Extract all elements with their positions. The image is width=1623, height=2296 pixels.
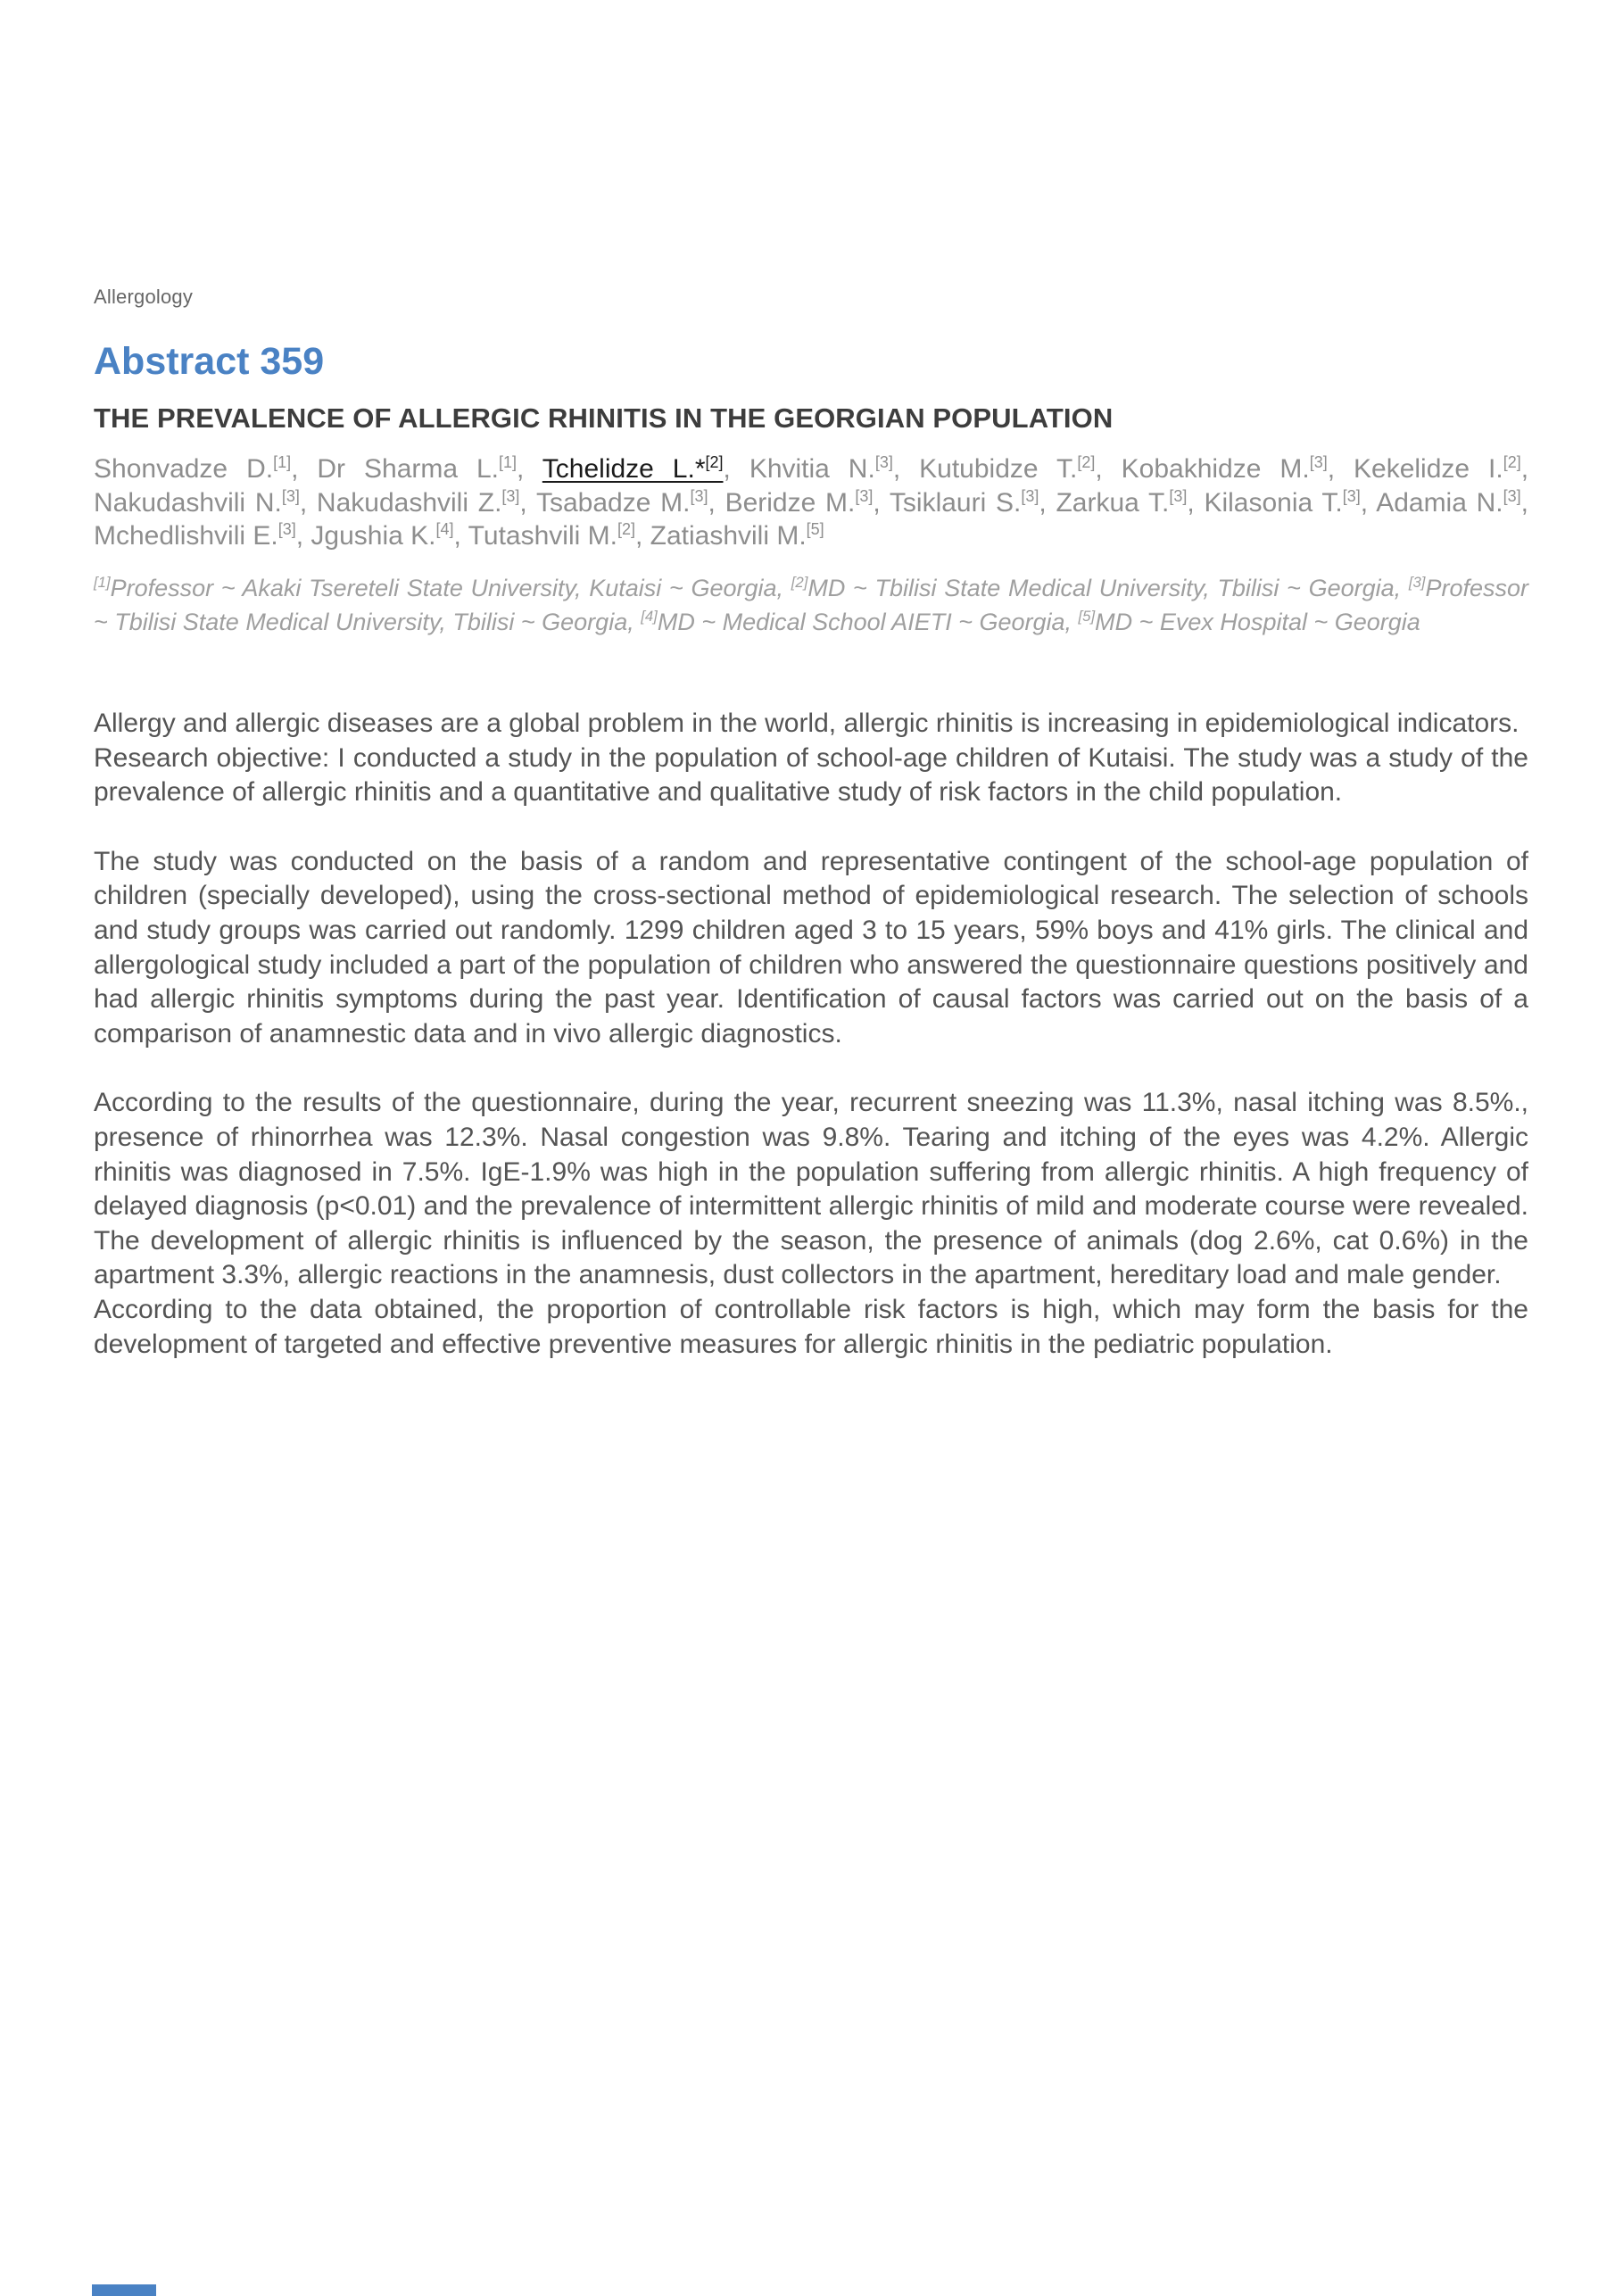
author-superscript: [3] (1169, 486, 1188, 505)
author-superscript: [2] (617, 520, 635, 538)
abstract-body (94, 707, 1528, 1362)
author-name: Dr Sharma L.[1] (317, 453, 518, 484)
author-superscript: [3] (1309, 453, 1328, 471)
author-superscript: [3] (874, 453, 893, 471)
author-name: Adamia N.[3] (1376, 486, 1521, 518)
author-name: Zarkua T.[3] (1056, 486, 1188, 518)
paragraph: The study was conducted on the basis of a random and representative contingent of the school-age population of children (specially developed), using the cross-sectional method of epidemiological research. The selection of schools and study groups was carried out randomly. 1299 children aged 3 to 15 years, 59% boys and 41% girls. The clinical and allergological study included a part of the population of children who answered the questionnaire questions positively and had allergic rhinitis symptoms during the past year. Identification of causal factors was carried out on the basis of a comparison of anamnestic data and in vivo allergic diagnostics. (94, 846, 1528, 1049)
author-superscript: [3] (277, 520, 296, 538)
author-name: Kutubidze T.[2] (919, 453, 1096, 484)
affiliation-superscript: [2] (791, 574, 808, 591)
paragraph-group (94, 845, 1528, 1052)
author-name: Kobakhidze M.[3] (1121, 453, 1328, 484)
author-list: Shonvadze D.[1], Dr Sharma L.[1], Tchelidze L.*[2], Khvitia N.[3], Kutubidze T.[2], Kobakhidze M.[3], Kekelidze I.[2], Nakudashvili N.[3], Nakudashvili Z.[3], Tsabadze M.[3], Beridze M.[3], Tsiklauri S.[3], Zarkua T.[3], Kilasonia T.[3], Adamia N.[3], Mchedlishvili E.[3], Jgushia K.[4], Tutashvili M.[2], Zatiashvili M.[5] (94, 453, 1529, 551)
author-name: Zatiashvili M.[5] (650, 520, 824, 551)
author-superscript: [1] (273, 453, 292, 471)
author-name: Kekelidze I.[2] (1354, 453, 1521, 484)
author-name: Jgushia K.[4] (311, 520, 454, 551)
author-name: Tsiklauri S.[3] (889, 486, 1039, 518)
author-name: Nakudashvili Z.[3] (316, 486, 520, 518)
affiliation-superscript: [5] (1078, 607, 1096, 625)
author-superscript: [3] (1021, 486, 1039, 505)
author-superscript: [2] (1503, 453, 1521, 471)
author-superscript: [4] (435, 520, 454, 538)
author-superscript: [3] (690, 486, 708, 505)
author-name: Beridze M.[3] (725, 486, 874, 518)
affiliation-text: MD ~ Tbilisi State Medical University, Tbilisi ~ Georgia, (807, 575, 1409, 601)
affiliation-superscript: [1] (94, 574, 111, 591)
author-superscript: [5] (806, 520, 824, 538)
affiliation-superscript: [4] (641, 607, 658, 625)
author-superscript: [3] (1342, 486, 1361, 505)
affiliation-text: Professor ~ Akaki Tsereteli State University, Kutaisi ~ Georgia, (110, 575, 791, 601)
category-label: Allergology (94, 286, 194, 308)
paragraph: According to the data obtained, the proportion of controllable risk factors is high, which may form the basis for the development of targeted and effective preventive measures for allergic rhinitis in the pediatric population. (94, 1294, 1528, 1359)
paragraph: According to the results of the questionnaire, during the year, recurrent sneezing was 11.3%, nasal itching was 8.5%., presence of rhinorrhea was 12.3%. Nasal congestion was 9.8%. Tearing and itching of the eyes was 4.2%. Allergic rhinitis was diagnosed in 7.5%. IgE-1.9% was high in the population suffering from allergic rhinitis. A high frequency of delayed diagnosis (p<0.01) and the prevalence of intermittent allergic rhinitis of mild and moderate course were revealed. The development of allergic rhinitis is influenced by the season, the presence of animals (dog 2.6%, cat 0.6%) in the apartment 3.3%, allergic reactions in the anamnesis, dust collectors in the apartment, hereditary load and male gender. (94, 1088, 1528, 1290)
author-name: Kilasonia T.[3] (1204, 486, 1361, 518)
author-superscript: [2] (1077, 453, 1096, 471)
author-superscript: [3] (281, 486, 300, 505)
author-name: Nakudashvili N.[3] (94, 486, 300, 518)
affiliation-list (94, 572, 1528, 639)
author-name: Mchedlishvili E.[3] (94, 520, 296, 551)
paragraph-group (94, 1086, 1528, 1362)
affiliation-text: MD ~ Evex Hospital ~ Georgia (1095, 608, 1420, 635)
author-superscript: [2] (705, 453, 724, 471)
abstract-title: THE PREVALENCE OF ALLERGIC RHINITIS IN THE GEORGIAN POPULATION (94, 402, 1114, 434)
footer-accent-bar (92, 2284, 156, 2296)
paragraph-group (94, 707, 1528, 810)
author-superscript: [3] (501, 486, 520, 505)
affiliation-text: MD ~ Medical School AIETI ~ Georgia, (657, 608, 1079, 635)
author-name: Tutashvili M.[2] (468, 520, 635, 551)
author-name: Khvitia N.[3] (749, 453, 893, 484)
paragraph: Research objective: I conducted a study in the population of school-age children of Kutaisi. The study was a study of the prevalence of allergic rhinitis and a quantitative and qualitative study of risk factors in the child population. (94, 742, 1528, 808)
author-superscript: [3] (855, 486, 874, 505)
affiliation-superscript: [3] (1408, 574, 1426, 591)
author-name: Shonvadze D.[1] (94, 453, 292, 484)
author-name: Tsabadze M.[3] (535, 486, 708, 518)
author-superscript: [3] (1503, 486, 1521, 505)
affiliation-text: Professor ~ Tbilisi State Medical University, Tbilisi ~ Georgia, (94, 575, 1528, 635)
author-superscript: [1] (499, 453, 518, 471)
paragraph: Allergy and allergic diseases are a global problem in the world, allergic rhinitis is increasing in epidemiological indicators. (94, 709, 1519, 738)
presenting-author-name: Tchelidze L.*[2] (542, 453, 724, 484)
abstract-number-heading: Abstract 359 (94, 340, 325, 383)
